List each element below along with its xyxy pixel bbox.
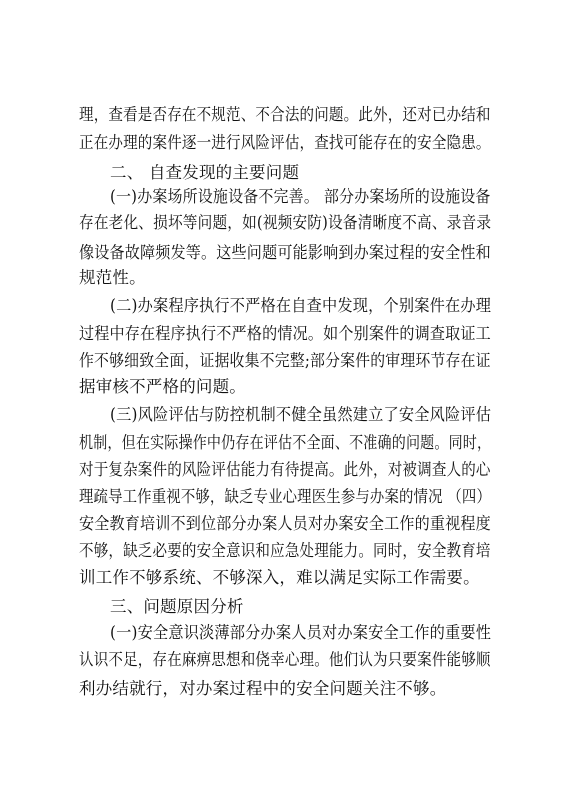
text-line: (三)风险评估与防控机制不健全虽然建立了安全风险评估 <box>110 405 492 424</box>
text-line: 利办结就行，对办案过程中的安全问题关注不够。 <box>79 679 447 698</box>
text-line: 作不够细致全面，证据收集不完整;部分案件的审理环节存在证 <box>79 351 491 370</box>
text-line: 对于复杂案件的风险评估能力有待提高。此外，对被调查人的心 <box>79 460 491 479</box>
text-line: (二)办案程序执行不严格在自查中发现，个别案件在办理 <box>110 296 492 315</box>
section-heading: 三、问题原因分析 <box>110 597 244 616</box>
section-heading: 二、 自查发现的主要问题 <box>110 163 300 182</box>
text-line: 训工作不够系统、不够深入，难以满足实际工作需要。 <box>79 568 480 587</box>
text-line: 正在办理的案件逐一进行风险评估，查找可能存在的安全隐患。 <box>79 133 491 152</box>
text-line: 理疏导工作重视不够，缺乏专业心理医生参与办案的情况 （四） <box>79 487 492 506</box>
text-line: 过程中存在程序执行不严格的情况。如个别案件的调查取证工 <box>79 324 491 343</box>
text-line: 规范性。 <box>79 268 146 287</box>
text-line: 像设备故障频发等。这些问题可能影响到办案过程的安全性和 <box>79 243 491 262</box>
text-line: (一)安全意识淡薄部分办案人员对办案安全工作的重要性 <box>110 623 492 642</box>
text-line: 认识不足，存在麻痹思想和侥幸心理。他们认为只要案件能够顺 <box>79 650 491 669</box>
text-line: 安全教育培训不到位部分办案人员对办案安全工作的重视程度 <box>79 514 491 533</box>
text-line: 不够，缺乏必要的安全意识和应急处理能力。同时，安全教育培 <box>79 541 491 560</box>
text-line: 理，查看是否存在不规范、不合法的问题。此外，还对已办结和 <box>79 105 491 124</box>
text-line: 存在老化、损坏等问题，如(视频安防)设备清晰度不高、录音录 <box>79 213 492 232</box>
text-line: 据审核不严格的问题。 <box>79 377 246 396</box>
text-line: (一)办案场所设施设备不完善。 部分办案场所的设施设备 <box>110 187 491 206</box>
text-line: 机制，但在实际操作中仍存在评估不全面、不准确的问题。同时， <box>79 433 492 452</box>
